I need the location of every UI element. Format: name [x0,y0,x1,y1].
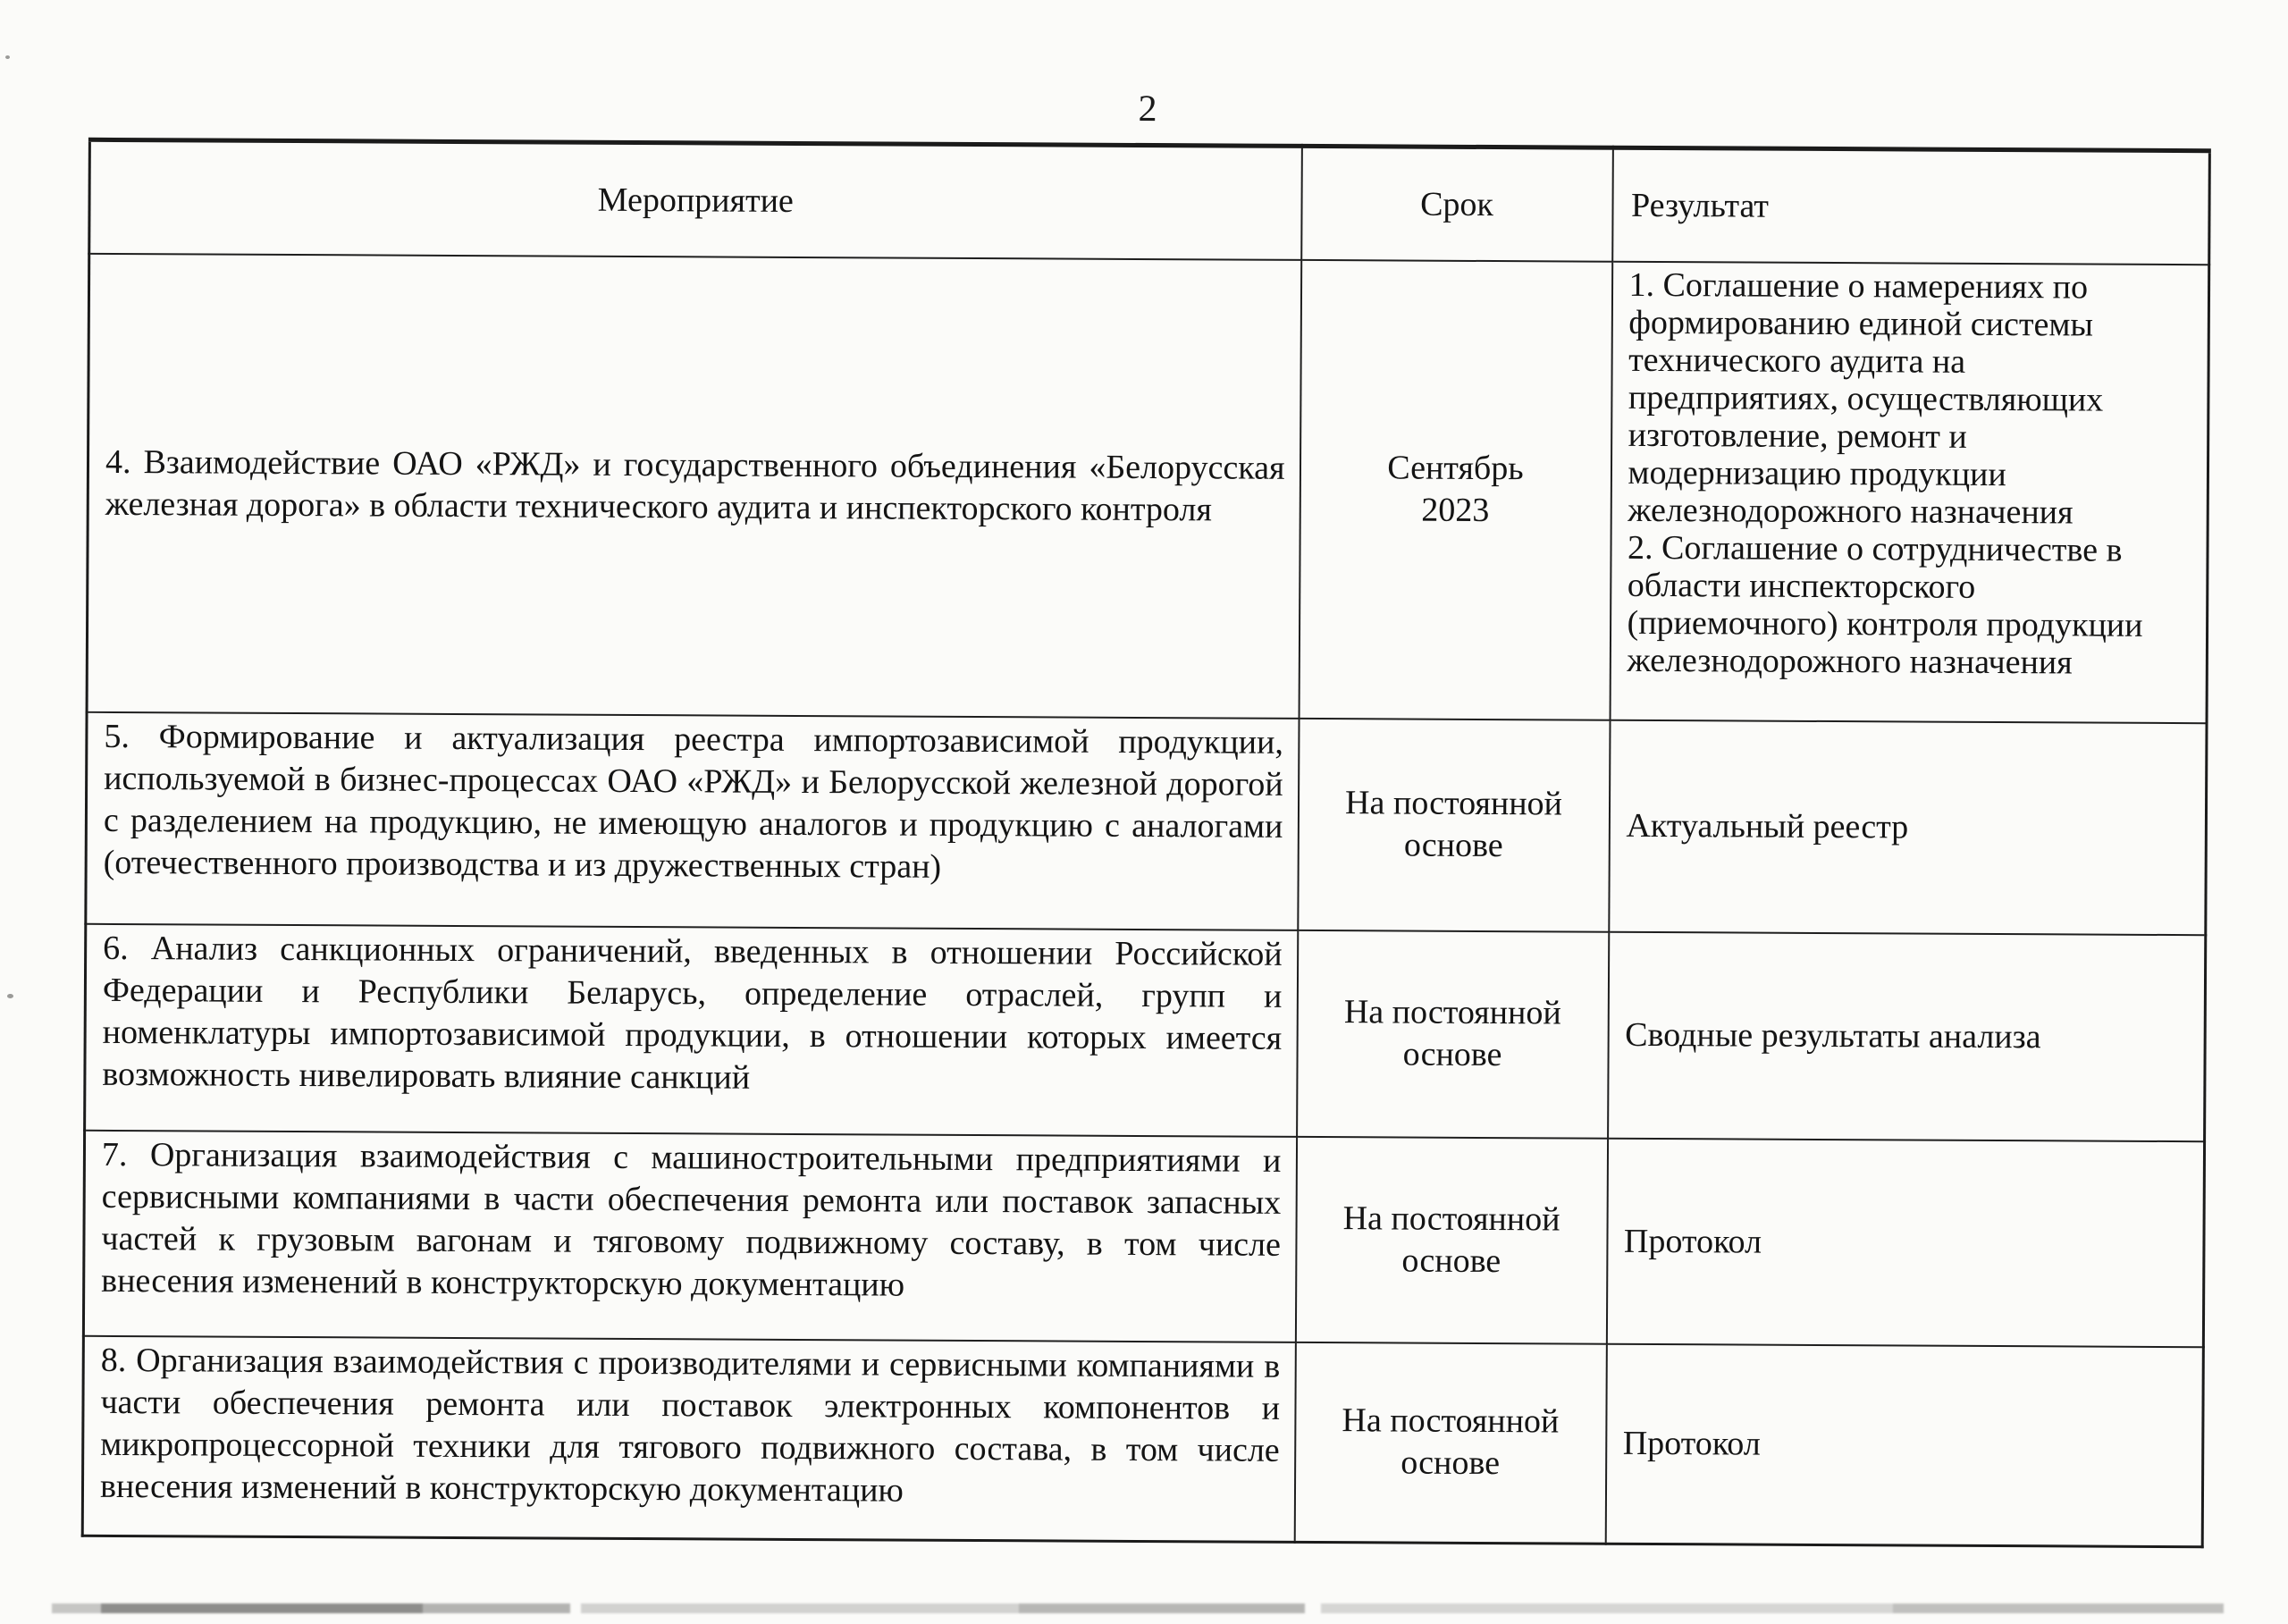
cell-activity: 8. Организация взаимодействия с производителями и сервисными компаниями в части обеспечения ремонта или поставок электронных компонентов и микропроцессорной техники для тягового подвижного состава, в том числе внесения изменений в конструкторскую документацию [82,1335,1295,1542]
cell-result: Протокол [1606,1138,2204,1346]
table-row [82,1335,2203,1546]
cell-deadline: На постоянной основе [1294,1342,1606,1544]
header-deadline: Срок [1301,146,1613,261]
header-result: Результат [1612,147,2210,264]
scan-speck [7,994,13,998]
page-number: 2 [1138,88,1157,130]
cell-deadline: Сентябрь 2023 [1299,259,1612,719]
scan-artifact [0,1602,2288,1614]
table-row [85,923,2206,1140]
cell-deadline: На постоянной основе [1298,718,1610,931]
cell-result: Протокол [1605,1343,2203,1546]
table-row [83,1130,2204,1346]
table-header-row [89,139,2210,264]
scan-speck [5,55,10,59]
table-row [86,711,2207,934]
cell-activity: 5. Формирование и актуализация реестра импортозависимой продукции, используемой в бизнес-процессах ОАО «РЖД» и Белорусской железной дорогой с разделением на продукцию, не имеющую аналогов и продукцию с аналогами (отечественного производства и из дружественных стран) [86,711,1299,930]
cell-result: 1. Соглашение о намерениях по формированию единой системы технического аудита на предприятиях, осуществляющих изготовление, ремонт и модернизацию продукции железнодорожного назначения 2. Соглашение о сотрудничестве в области инспекторского (приемочного) контроля продукции железнодорожного назначения [1610,261,2209,722]
cell-deadline: На постоянной основе [1297,930,1609,1138]
cell-activity: 4. Взаимодействие ОАО «РЖД» и государственного объединения «Белорусская железная дорога» в области технического аудита и инспекторского контроля [87,253,1301,718]
table-row [87,253,2209,722]
cell-result: Сводные результаты анализа [1608,931,2206,1140]
cell-result: Актуальный реестр [1609,719,2207,934]
cell-deadline: На постоянной основе [1295,1136,1607,1343]
cell-activity: 7. Организация взаимодействия с машиностроительными предприятиями и сервисными компаниями в части обеспечения ремонта или поставок запасных частей к грузовым вагонам и тяговому подвижному составу, в том числе внесения изменений в конструкторскую документацию [83,1130,1296,1342]
header-activity: Мероприятие [89,139,1302,259]
activities-table [81,138,2211,1548]
cell-activity: 6. Анализ санкционных ограничений, введенных в отношении Российской Федерации и Республики Беларусь, определение отраслей, групп и номенклатуры импортозависимой продукции, в отношении которых имеется возможность нивелировать влияние санкций [85,923,1298,1136]
